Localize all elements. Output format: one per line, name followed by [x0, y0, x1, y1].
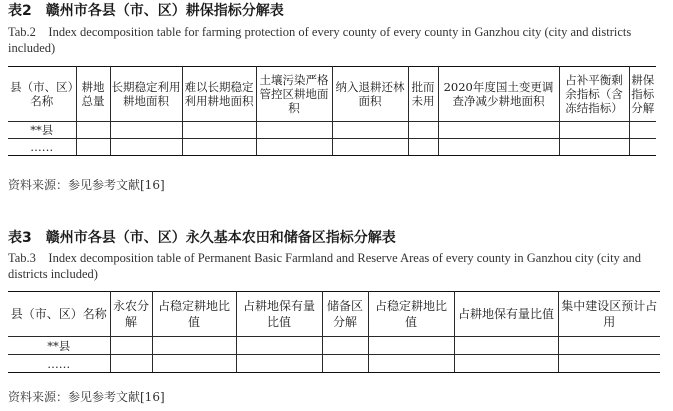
table2-cell: [559, 139, 629, 156]
table-row: [8, 122, 656, 139]
table2-header-0: 县（市、区）名称: [8, 67, 76, 122]
table2-cell: [76, 139, 110, 156]
table3-header-3: 占耕地保有量比值: [236, 292, 322, 337]
table3-cell: ……: [8, 355, 110, 373]
table2-caption-cn: 表2 赣州市各县（市、区）耕保指标分解表: [8, 3, 284, 19]
table3-cell: [322, 355, 368, 373]
table2-cell: [110, 139, 182, 156]
table3-cell: [152, 337, 236, 355]
table2-header-9: 耕保指标分解: [629, 67, 656, 122]
table3-header-5: 占稳定耕地比值: [368, 292, 454, 337]
table3-header-row: [8, 292, 660, 337]
table2-cell: [629, 122, 656, 139]
table3-cell: [152, 355, 236, 373]
table2-cell: [256, 139, 332, 156]
table2-cell: [182, 139, 256, 156]
table2-header-6: 批而未用: [408, 67, 438, 122]
table3-header-2: 占稳定耕地比值: [152, 292, 236, 337]
table2-caption-en: Tab.2 Index decomposition table for farming protection of every county of every county in Ganzhou city (city and districts included): [8, 25, 632, 55]
table2: [8, 66, 656, 156]
table2-cell: **县: [8, 122, 76, 139]
table-row: [8, 355, 660, 373]
table2-cell: [76, 122, 110, 139]
table3-cell: [454, 337, 558, 355]
table3-cell: [236, 337, 322, 355]
table3-cell: [110, 355, 152, 373]
table3-cell: [110, 337, 152, 355]
table2-header-7: 2020年度国土变更调查净减少耕地面积: [438, 67, 559, 122]
table2-cell: [332, 139, 408, 156]
table2-cell: [559, 122, 629, 139]
table3-caption-cn: 表3 赣州市各县（市、区）永久基本农田和储备区指标分解表: [8, 230, 396, 246]
table3-cell: [368, 355, 454, 373]
table3: [8, 291, 660, 373]
table3-cell: [558, 355, 660, 373]
table3-header-0: 县（市、区）名称: [8, 292, 110, 337]
table2-header-2: 长期稳定利用耕地面积: [110, 67, 182, 122]
table2-cell: [110, 122, 182, 139]
table2-header-3: 难以长期稳定利用耕地面积: [182, 67, 256, 122]
table2-cell: [629, 139, 656, 156]
table2-cell: [408, 139, 438, 156]
table3-cell: [454, 355, 558, 373]
table3-header-7: 集中建设区预计占用: [558, 292, 660, 337]
table3-header-6: 占耕地保有量比值: [454, 292, 558, 337]
table-row: [8, 337, 660, 355]
table3-cell: [236, 355, 322, 373]
table2-header-1: 耕地总量: [76, 67, 110, 122]
table2-header-row: [8, 67, 656, 122]
table2-header-5: 纳入退耕还林面积: [332, 67, 408, 122]
table2-cell: [438, 122, 559, 139]
table2-source: 资料来源：参见参考文献[16]: [8, 178, 165, 192]
table2-cell: [256, 122, 332, 139]
table2-cell: [332, 122, 408, 139]
table3-source: 资料来源：参见参考文献[16]: [8, 390, 165, 404]
table3-cell: [368, 337, 454, 355]
table3-cell: [322, 337, 368, 355]
table2-cell: ……: [8, 139, 76, 156]
table2-header-4: 土壤污染严格管控区耕地面积: [256, 67, 332, 122]
table2-cell: [182, 122, 256, 139]
table3-cell: [558, 337, 660, 355]
table3-cell: **县: [8, 337, 110, 355]
table-row: [8, 139, 656, 156]
table2-cell: [408, 122, 438, 139]
table3-caption-en: Tab.3 Index decomposition table of Permanent Basic Farmland and Reserve Areas of every county in Ganzhou city (city and districts included): [8, 251, 641, 281]
table3-header-1: 永农分解: [110, 292, 152, 337]
table2-cell: [438, 139, 559, 156]
table3-header-4: 储备区分解: [322, 292, 368, 337]
table2-header-8: 占补平衡剩余指标（含冻结指标）: [559, 67, 629, 122]
